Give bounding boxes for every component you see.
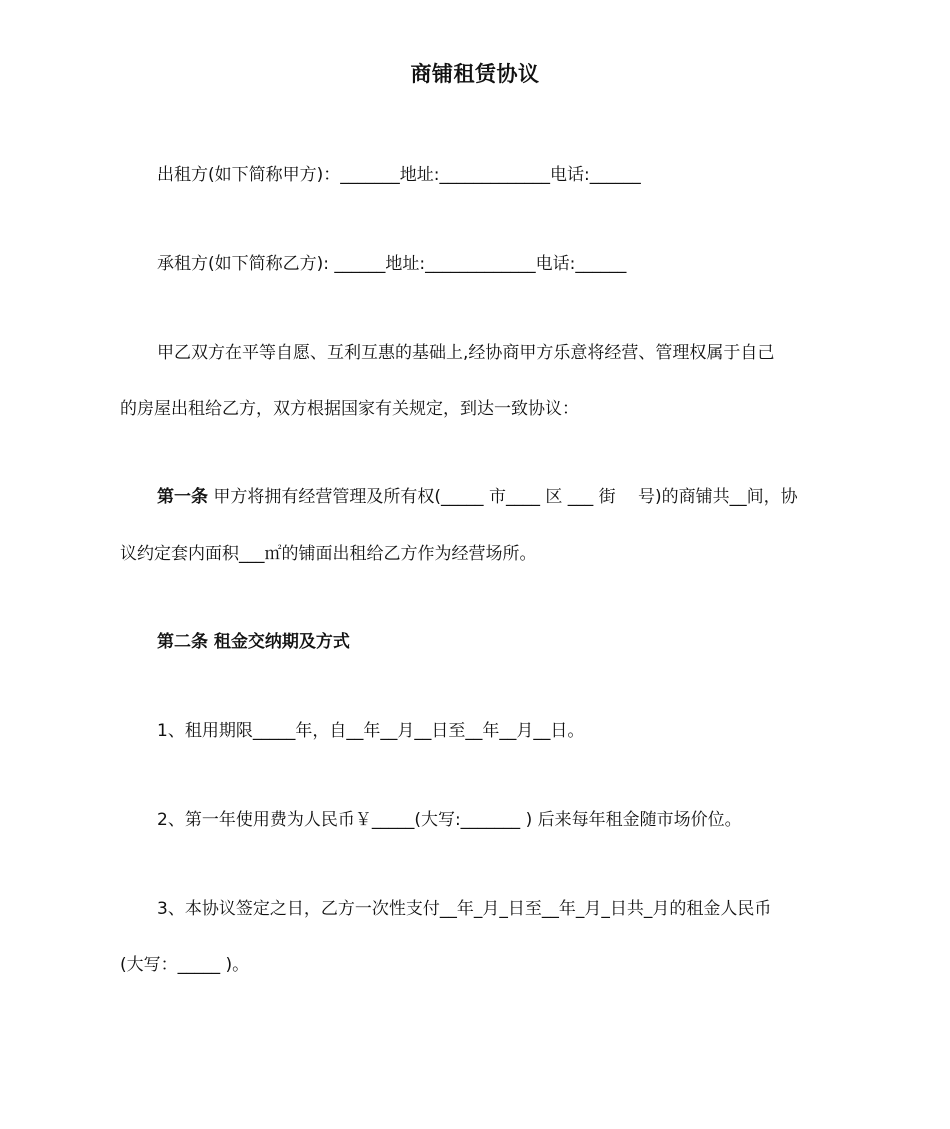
lessee-line: 承租方(如下简称乙方): ______地址:_____________电话:______ (157, 254, 627, 274)
article-1-line-2: 议约定套内面积___㎡的铺面出租给乙方作为经营场所。 (120, 544, 537, 564)
article-1-line-1 (120, 485, 869, 509)
preamble-line-2: 的房屋出租给乙方，双方根据国家有关规定，到达一致协议： (120, 399, 579, 419)
item-3-line-1: 3、本协议签定之日，乙方一次性支付__年_月_日至__年_月_日共_月的租金人民币 (157, 899, 772, 919)
article-2-heading: 第二条 租金交纳期及方式 (157, 632, 350, 652)
item-3-line-2: (大写：_____ )。 (120, 955, 250, 975)
document-title: 商铺租赁协议 (410, 62, 540, 86)
article-1-heading: 第一条 (157, 487, 208, 507)
lessor-line: 出租方(如下简称甲方)：_______地址:_____________电话:______ (157, 165, 641, 185)
item-2: 2、第一年使用费为人民币￥_____(大写:_______ ) 后来每年租金随市场价位。 (157, 810, 742, 830)
article-1-text: 甲方将拥有经营管理及所有权(_____ 市____ 区 ___ 街 号)的商铺共__间，协 (208, 487, 798, 507)
item-1: 1、租用期限_____年，自__年__月__日至__年__月__日。 (157, 721, 585, 741)
preamble-line-1: 甲乙双方在平等自愿、互利互惠的基础上,经协商甲方乐意将经营、管理权属于自己 (157, 343, 775, 363)
